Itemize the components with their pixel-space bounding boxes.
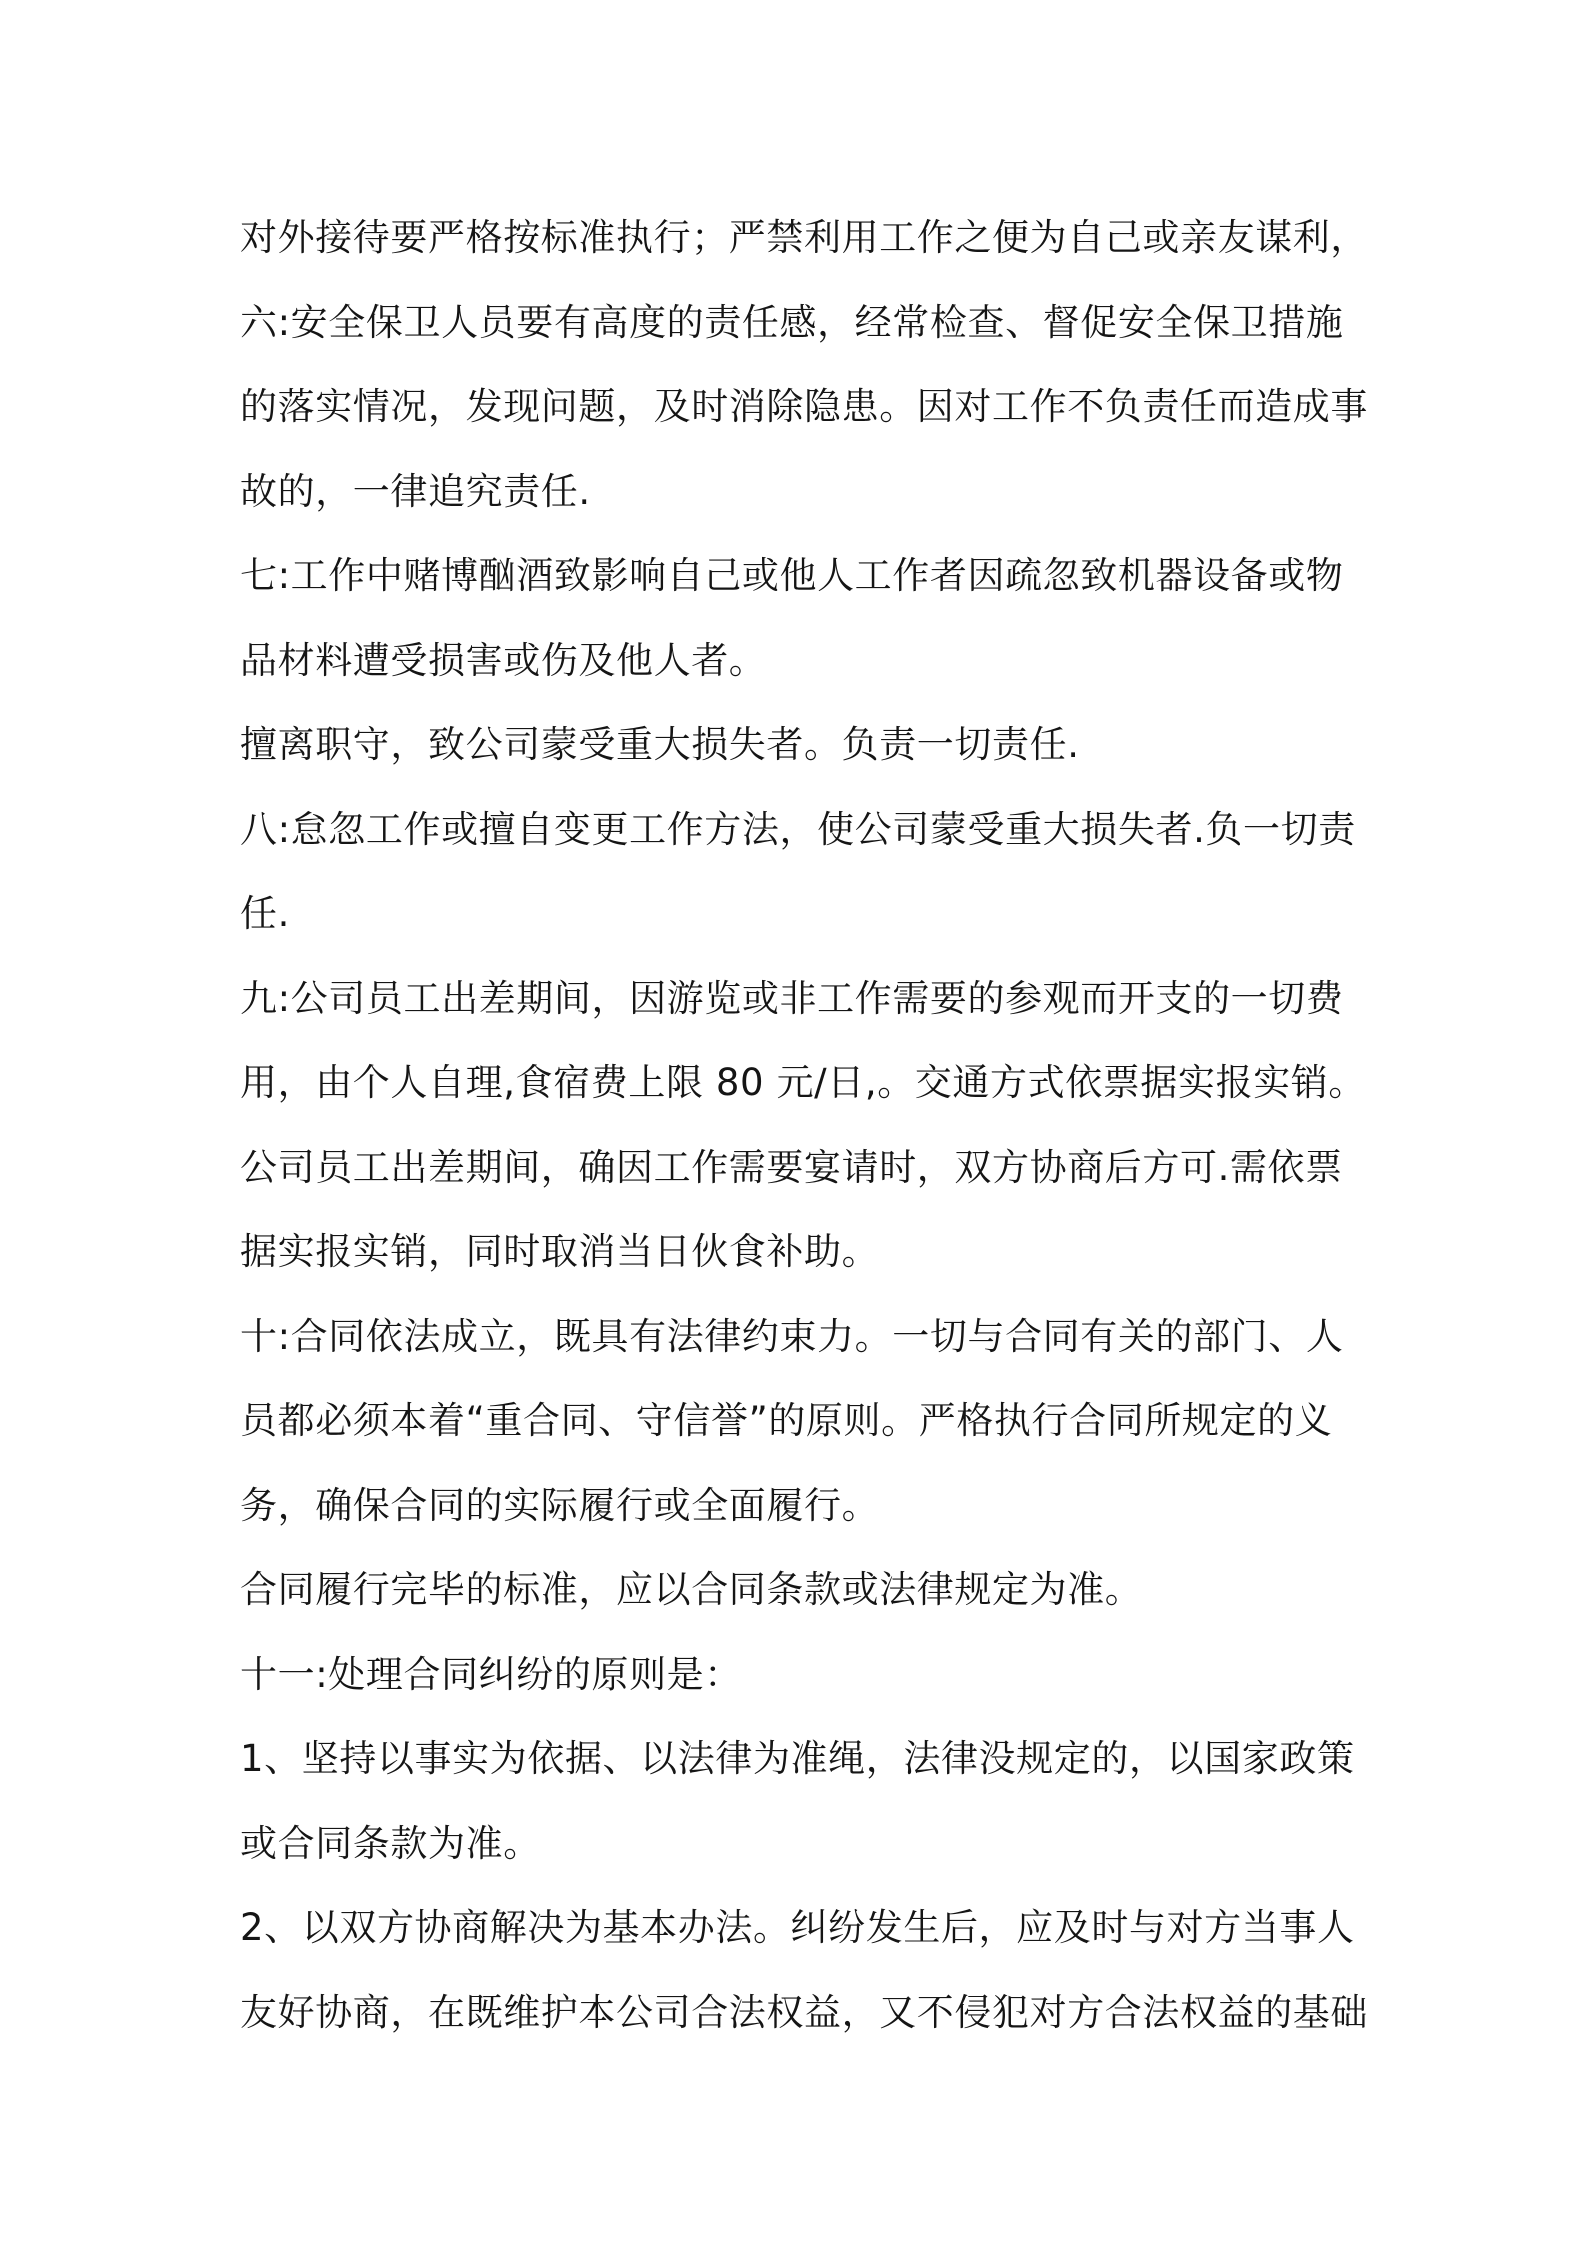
text-line-5: 七:工作中赌博酗酒致影响自己或他人工作者因疏忽致机器设备或物 bbox=[240, 554, 1344, 597]
text-line-18: 十一:处理合同纠纷的原则是： bbox=[240, 1652, 742, 1696]
text-line-13: 据实报实销，同时取消当日伙食补助。 bbox=[240, 1230, 880, 1273]
text-line-11: 用，由个人自理,食宿费上限 80 元/日,。交通方式依票据实报实销。 bbox=[240, 1061, 1366, 1104]
text-line-14: 十:合同依法成立，既具有法律约束力。一切与合同有关的部门、人 bbox=[240, 1314, 1344, 1358]
text-line-6: 品材料遭受损害或伤及他人者。 bbox=[240, 638, 767, 682]
text-line-4: 故的，一律追究责任. bbox=[240, 469, 591, 513]
text-line-10: 九:公司员工出差期间，因游览或非工作需要的参观而开支的一切费 bbox=[240, 976, 1344, 1020]
text-line-2: 六:安全保卫人员要有高度的责任感，经常检查、督促安全保卫措施 bbox=[240, 300, 1344, 344]
text-line-15: 员都必须本着“重合同、守信誉”的原则。严格执行合同所规定的义 bbox=[240, 1399, 1333, 1442]
text-line-1: 对外接待要严格按标准执行；严禁利用工作之便为自己或亲友谋利， bbox=[240, 216, 1368, 259]
text-line-9: 任. bbox=[240, 892, 290, 935]
text-line-17: 合同履行完毕的标准，应以合同条款或法律规定为准。 bbox=[240, 1568, 1143, 1611]
text-line-8: 八:怠忽工作或擅自变更工作方法，使公司蒙受重大损失者.负一切责 bbox=[240, 807, 1356, 851]
text-line-7: 擅离职守，致公司蒙受重大损失者。负责一切责任. bbox=[240, 723, 1080, 766]
text-line-20: 或合同条款为准。 bbox=[240, 1821, 541, 1865]
text-line-12: 公司员工出差期间，确因工作需要宴请时，双方协商后方可.需依票 bbox=[240, 1145, 1343, 1189]
text-line-21: 2、以双方协商解决为基本办法。纠纷发生后，应及时与对方当事人 bbox=[240, 1906, 1355, 1949]
document-body bbox=[240, 196, 1368, 2055]
text-line-19: 1、坚持以事实为依据、以法律为准绳，法律没规定的，以国家政策 bbox=[240, 1737, 1355, 1780]
text-line-3: 的落实情况，发现问题，及时消除隐患。因对工作不负责任而造成事 bbox=[240, 385, 1368, 428]
text-line-22: 友好协商，在既维护本公司合法权益，又不侵犯对方合法权益的基础 bbox=[240, 1990, 1368, 2034]
text-line-16: 务，确保合同的实际履行或全面履行。 bbox=[240, 1483, 880, 1527]
